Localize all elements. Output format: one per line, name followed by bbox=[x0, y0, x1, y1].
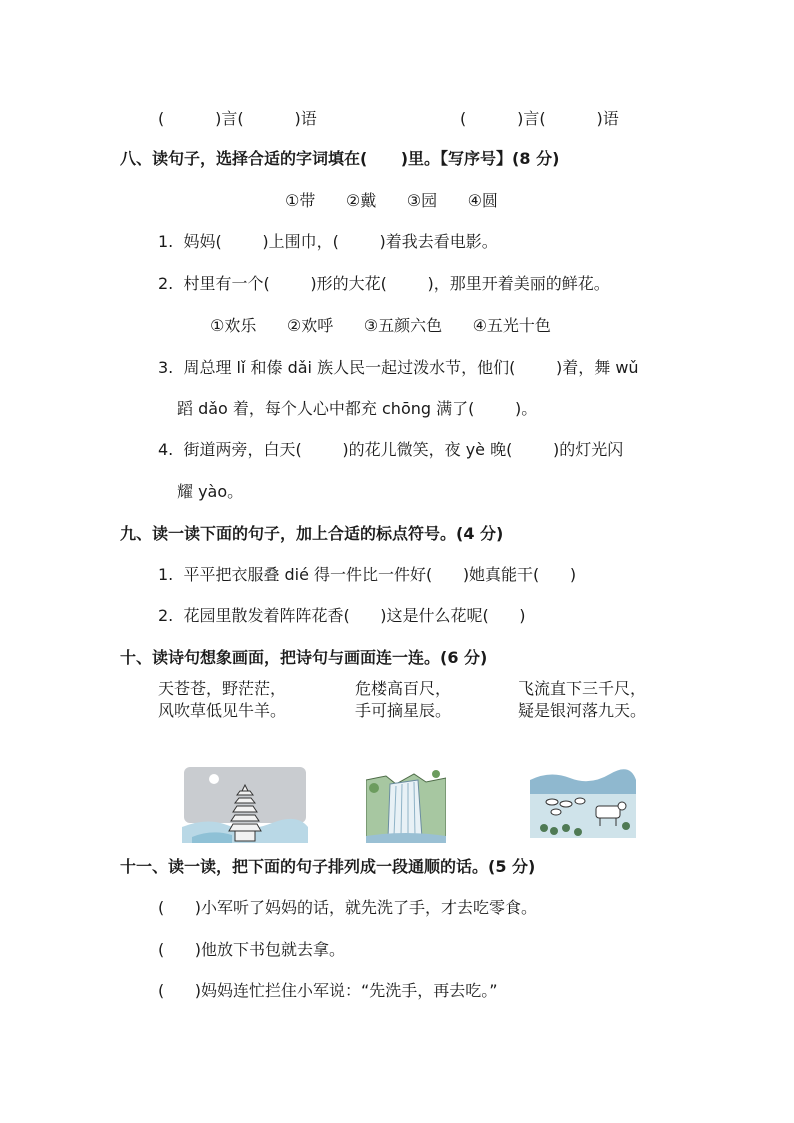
section8-options2: ①欢乐 ②欢呼 ③五颜六色 ④五光十色 bbox=[210, 316, 551, 335]
poem3-line2: 疑是银河落九天。 bbox=[518, 701, 647, 720]
section8-title: 八、读句子，选择合适的字词填在( )里。【写序号】(8 分) bbox=[120, 149, 560, 168]
section9-title: 九、读一读下面的句子，加上合适的标点符号。(4 分) bbox=[120, 524, 504, 543]
poem1-line1: 天苍苍，野茫茫， bbox=[158, 679, 287, 698]
section9-q1: 1. 平平把衣服叠 dié 得一件比一件好( )她真能干( ) bbox=[158, 565, 577, 584]
poem3-line1: 飞流直下三千尺， bbox=[518, 679, 647, 698]
top-row-left: ( )言( )语 bbox=[158, 109, 317, 128]
waterfall-picture[interactable] bbox=[366, 768, 446, 843]
section9-q2: 2. 花园里散发着阵阵花香( )这是什么花呢( ) bbox=[158, 606, 526, 625]
poem2-line2: 手可摘星辰。 bbox=[355, 701, 452, 720]
section11-sentence2: ( )他放下书包就去拿。 bbox=[158, 940, 346, 959]
grassland-cattle-picture[interactable] bbox=[530, 768, 636, 838]
section8-q3-line2: 蹈 dǎo 着，每个人心中都充 chōng 满了( )。 bbox=[177, 399, 538, 418]
section8-q2: 2. 村里有一个( )形的大花( )，那里开着美丽的鲜花。 bbox=[158, 274, 610, 293]
top-row-right: ( )言( )语 bbox=[460, 109, 619, 128]
section11-sentence3: ( )妈妈连忙拦住小军说：“先洗手，再去吃。” bbox=[158, 981, 498, 1000]
section8-q4-line2: 耀 yào。 bbox=[177, 482, 244, 501]
poem2-line1: 危楼高百尺， bbox=[355, 679, 452, 698]
section8-q1: 1. 妈妈( )上围巾，( )着我去看电影。 bbox=[158, 232, 498, 251]
section11-title: 十一、读一读，把下面的句子排列成一段通顺的话。(5 分) bbox=[120, 857, 536, 876]
section8-q4-line1: 4. 街道两旁，白天( )的花儿微笑，夜 yè 晚( )的灯光闪 bbox=[158, 440, 624, 459]
section8-q3-line1: 3. 周总理 lǐ 和傣 dǎi 族人民一起过泼水节，他们( )着，舞 wǔ bbox=[158, 358, 639, 377]
section8-options1: ①带 ②戴 ③园 ④圆 bbox=[285, 191, 498, 210]
poem1-line2: 风吹草低见牛羊。 bbox=[158, 701, 287, 720]
section10-title: 十、读诗句想象画面，把诗句与画面连一连。(6 分) bbox=[120, 648, 488, 667]
section11-sentence1: ( )小军听了妈妈的话，就先洗了手，才去吃零食。 bbox=[158, 898, 538, 917]
pagoda-moon-picture[interactable] bbox=[182, 765, 308, 843]
